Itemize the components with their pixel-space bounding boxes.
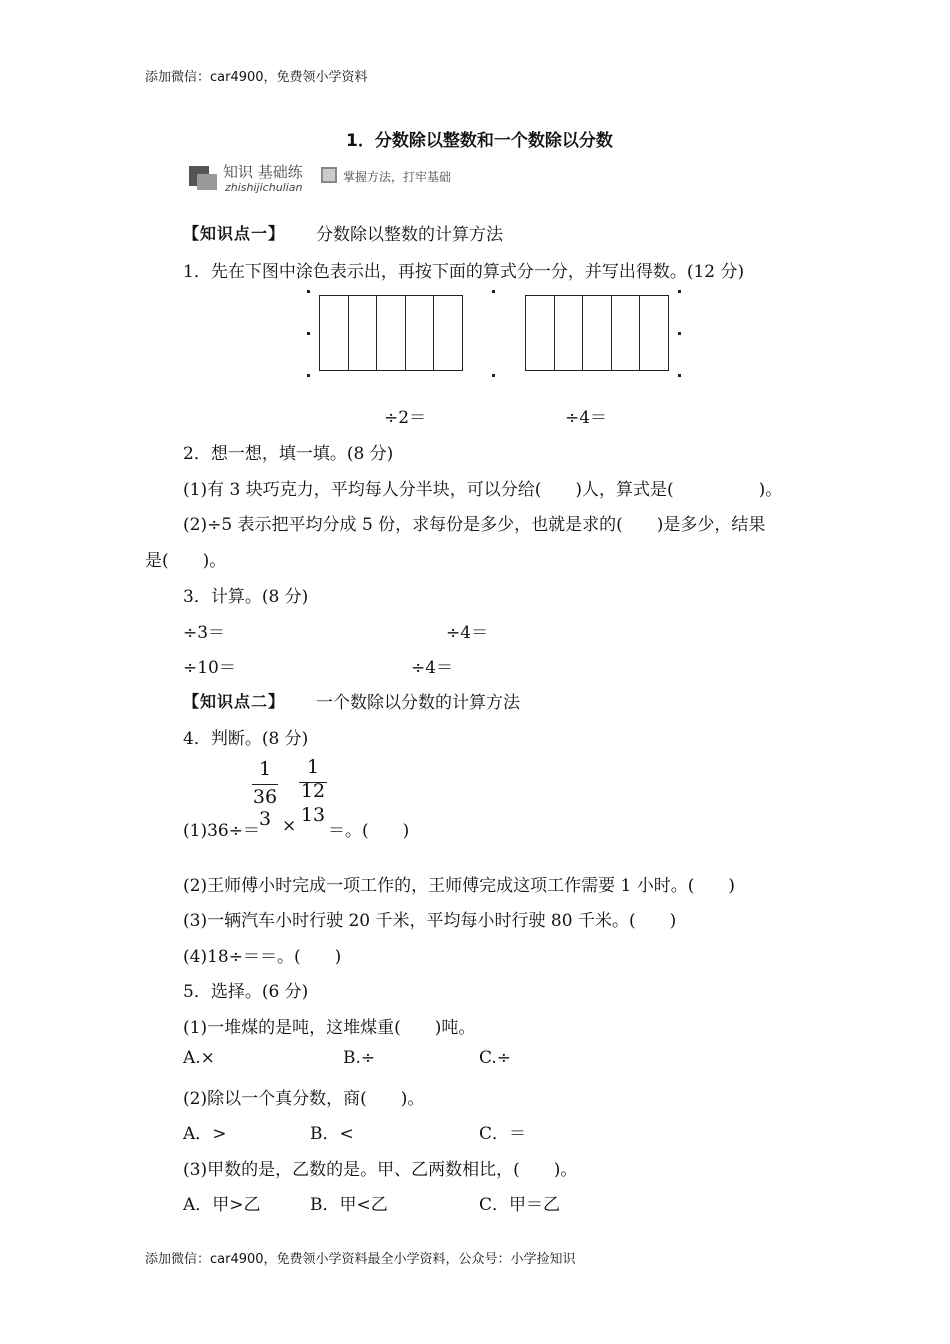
badge-label: 知识 基础练 [223,163,303,181]
q5-part-2-option-c: C．＝ [479,1124,527,1144]
q5-part-1-option-a: A.× [183,1048,215,1068]
q4-part-1c: ＝。( ) [328,821,410,841]
q4-part-1b: × [282,816,297,836]
grid-marker [678,290,681,293]
section-badge [185,158,467,198]
q5-text: 5．选择。(6 分) [183,982,309,1002]
q3-expression-3: ÷10＝ [183,658,236,678]
q4-text: 4．判断。(8 分) [183,729,309,749]
badge-tagline: 掌握方法，打牢基础 [343,170,452,184]
q5-part-3-option-b: B．甲<乙 [310,1195,388,1215]
grid-marker [492,374,495,377]
fraction-grid-1 [319,295,463,371]
q2-text: 2．想一想，填一填。(8 分) [183,444,394,464]
fraction-2-sub: 13 [300,804,326,826]
q1-expression-1: ÷2＝ [384,408,427,428]
knowledge-point-1-text: 分数除以整数的计算方法 [316,225,503,245]
grid-marker [678,332,681,335]
q3-expression-2: ÷4＝ [446,623,489,643]
grid-marker [307,374,310,377]
fraction-2-numerator: 1 [306,756,320,778]
grid-marker [492,290,495,293]
q4-part-4: (4)18÷＝＝。( ) [183,947,342,967]
q5-part-3-option-c: C．甲＝乙 [479,1195,561,1215]
q5-part-3-option-a: A．甲>乙 [183,1195,261,1215]
page-footer: 添加微信：car4900，免费领小学资料最全小学资料，公众号：小学捡知识 [145,1252,576,1267]
q5-part-1-option-c: C.÷ [479,1048,512,1068]
grid-marker [678,374,681,377]
grid-marker [307,332,310,335]
knowledge-point-2-label: 【知识点二】 [183,692,286,711]
q3-expression-1: ÷3＝ [183,623,226,643]
badge-pinyin: zhishijichulian [225,181,303,194]
q2-part-1: (1)有 3 块巧克力，平均每人分半块，可以分给( )人，算式是( )。 [183,480,783,500]
page-header: 添加微信：car4900，免费领小学资料 [145,70,368,85]
fraction-1-bar [252,784,278,785]
q5-part-2: (2)除以一个真分数，商( )。 [183,1089,425,1109]
knowledge-point-1-label: 【知识点一】 [183,224,286,243]
q1-text: 1．先在下图中涂色表示出，再按下面的算式分一分，并写出得数。(12 分) [183,262,745,282]
grid-marker [307,290,310,293]
q4-part-2: (2)王师傅小时完成一项工作的，王师傅完成这项工作需要 1 小时。( ) [183,876,735,896]
q2-part-2b: 是( )。 [145,551,227,571]
q5-part-1: (1)一堆煤的是吨，这堆煤重( )吨。 [183,1018,476,1038]
badge-icon-shadow [197,174,217,190]
q5-part-2-option-a: A．> [183,1124,227,1144]
fraction-2-denominator: 12 [300,780,326,802]
q4-part-3: (3)一辆汽车小时行驶 20 千米，平均每小时行驶 80 千米。( ) [183,911,677,931]
fraction-1-numerator: 1 [258,758,272,780]
badge-tag-icon [321,167,337,183]
q4-part-1a: (1)36÷＝ [183,821,260,841]
q5-part-2-option-b: B．< [310,1124,354,1144]
page-title: 1．分数除以整数和一个数除以分数 [346,131,613,151]
fraction-1-sub: 3 [258,808,272,830]
fraction-1-denominator: 36 [252,786,278,808]
q5-part-3: (3)甲数的是，乙数的是。甲、乙两数相比，( )。 [183,1160,578,1180]
q1-expression-2: ÷4＝ [565,408,608,428]
q3-expression-4: ÷4＝ [411,658,454,678]
q2-part-2a: (2)÷5 表示把平均分成 5 份，求每份是多少，也就是求的( )是多少，结果 [183,515,766,535]
knowledge-point-2-text: 一个数除以分数的计算方法 [316,693,520,713]
q5-part-1-option-b: B.÷ [343,1048,376,1068]
fraction-grid-2 [525,295,669,371]
q3-text: 3．计算。(8 分) [183,587,309,607]
